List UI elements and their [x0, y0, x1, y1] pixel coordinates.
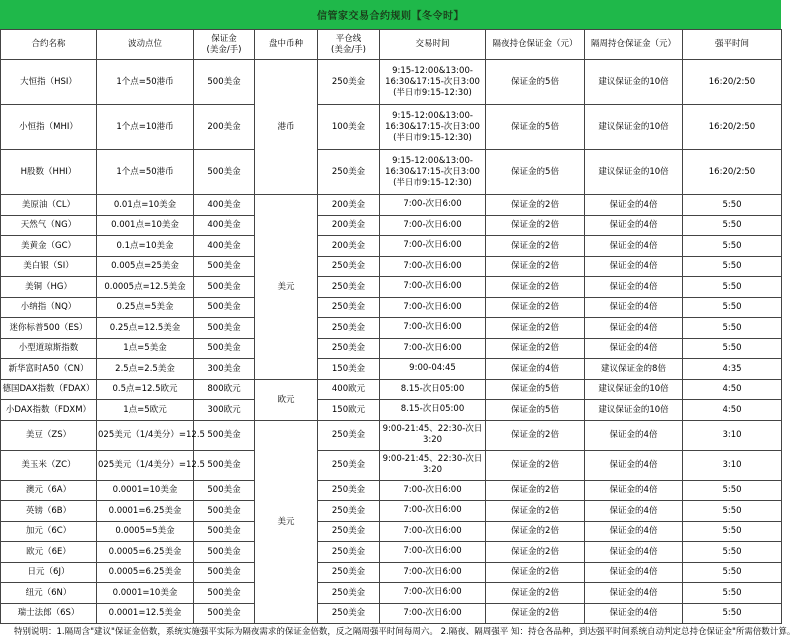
weekend-margin-cell: 保证金的4倍: [585, 277, 683, 298]
trading-hours-line: 7:00-次日6:00: [403, 322, 462, 333]
tick-value-cell: 0.01点=10美金: [97, 195, 194, 216]
forced-close-cell: 16:20/2:50: [683, 60, 782, 105]
liquidation-cell: 200美金: [318, 195, 380, 216]
liquidation-cell: 250美金: [318, 150, 380, 195]
header-cell: 隔夜持仓保证金（元）: [486, 30, 585, 60]
trading-hours-cell: [380, 521, 486, 542]
tick-value-cell: 0.5点=12.5欧元: [97, 379, 194, 400]
trading-hours-line: 3:20: [422, 435, 443, 445]
header-cell: 保证金 (美金/手): [194, 30, 255, 60]
table-row: [1, 195, 782, 216]
table-row: [1, 521, 782, 542]
liquidation-cell: 150美金: [318, 359, 380, 380]
table-row: [1, 480, 782, 501]
trading-hours-cell: [380, 297, 486, 318]
trading-hours-cell: [380, 318, 486, 339]
trading-hours-cell: [380, 562, 486, 583]
tick-value-cell: 025美元（1/4美分）=12.5: [97, 450, 194, 480]
margin-cell: 800欧元: [194, 379, 255, 400]
contract-name-cell: 瑞士法郎（6S）: [1, 603, 97, 624]
margin-cell: 500美金: [194, 521, 255, 542]
liquidation-cell: 250美金: [318, 60, 380, 105]
liquidation-cell: 150欧元: [318, 400, 380, 421]
header-cell: 强平时间: [683, 30, 782, 60]
forced-close-cell: 4:35: [683, 359, 782, 380]
forced-close-cell: 5:50: [683, 338, 782, 359]
contract-rules-table: [0, 29, 782, 624]
contract-name-cell: 英镑（6B）: [1, 501, 97, 522]
margin-cell: 500美金: [194, 277, 255, 298]
contract-name-cell: 美白银（SI）: [1, 256, 97, 277]
liquidation-cell: 250美金: [318, 297, 380, 318]
liquidation-cell: 200美金: [318, 236, 380, 257]
trading-hours-line: 7:00-次日6:00: [403, 301, 462, 312]
tick-value-cell: 0.0001=12.5美金: [97, 603, 194, 624]
tick-value-cell: 1点=5欧元: [97, 400, 194, 421]
overnight-margin-cell: 保证金的2倍: [486, 236, 585, 257]
tick-value-cell: 1点=5美金: [97, 338, 194, 359]
forced-close-cell: 5:50: [683, 277, 782, 298]
header-cell: 合约名称: [1, 30, 97, 60]
overnight-margin-cell: 保证金的2倍: [486, 562, 585, 583]
forced-close-cell: 5:50: [683, 521, 782, 542]
overnight-margin-cell: 保证金的2倍: [486, 297, 585, 318]
forced-close-cell: 5:50: [683, 562, 782, 583]
trading-hours-cell: [380, 542, 486, 563]
weekend-margin-cell: 保证金的4倍: [585, 480, 683, 501]
trading-hours-line: (半日市9:15-12:30): [393, 177, 472, 188]
tick-value-cell: 0.0001=6.25美金: [97, 501, 194, 522]
liquidation-cell: 250美金: [318, 450, 380, 480]
header-cell: 波动点位: [97, 30, 194, 60]
header-cell: 平仓线 (美金/手): [318, 30, 380, 60]
margin-cell: 500美金: [194, 338, 255, 359]
weekend-margin-cell: 建议保证金的10倍: [585, 105, 683, 150]
trading-hours-line: 7:00-次日6:00: [403, 546, 462, 557]
overnight-margin-cell: 保证金的5倍: [486, 379, 585, 400]
overnight-margin-cell: 保证金的2倍: [486, 521, 585, 542]
header-cell: 隔周持仓保证金（元）: [585, 30, 683, 60]
forced-close-cell: 5:50: [683, 603, 782, 624]
margin-cell: 500美金: [194, 542, 255, 563]
trading-hours-line: 7:00-次日6:00: [403, 281, 462, 292]
trading-hours-line: 3:20: [422, 465, 443, 475]
liquidation-cell: 250美金: [318, 521, 380, 542]
trading-hours-cell: [380, 195, 486, 216]
header-cell: 交易时间: [380, 30, 486, 60]
table-row: [1, 450, 782, 480]
forced-close-cell: 5:50: [683, 318, 782, 339]
tick-value-cell: 0.25点=5美金: [97, 297, 194, 318]
forced-close-cell: 5:50: [683, 501, 782, 522]
weekend-margin-cell: 保证金的4倍: [585, 256, 683, 277]
table-row: [1, 297, 782, 318]
trading-hours-line: (半日市9:15-12:30): [393, 132, 472, 143]
contract-name-cell: 天然气（NG）: [1, 215, 97, 236]
overnight-margin-cell: 保证金的2倍: [486, 215, 585, 236]
weekend-margin-cell: 建议保证金的10倍: [585, 379, 683, 400]
contract-name-cell: 小DAX指数（FDXM）: [1, 400, 97, 421]
table-row: [1, 359, 782, 380]
trading-hours-cell: [380, 501, 486, 522]
table-row: [1, 583, 782, 604]
trading-hours-line: 7:00-次日6:00: [403, 525, 462, 536]
margin-cell: 500美金: [194, 318, 255, 339]
tick-value-cell: 0.001点=10美金: [97, 215, 194, 236]
forced-close-cell: 16:20/2:50: [683, 105, 782, 150]
overnight-margin-cell: 保证金的5倍: [486, 60, 585, 105]
trading-hours-line: 8.15-次日05:00: [400, 404, 465, 415]
tick-value-cell: 0.0005=6.25美金: [97, 562, 194, 583]
forced-close-cell: 5:50: [683, 195, 782, 216]
weekend-margin-cell: 建议保证金的10倍: [585, 60, 683, 105]
margin-cell: 300美金: [194, 359, 255, 380]
trading-hours-cell: [380, 215, 486, 236]
header-cell: 盘中币种: [255, 30, 318, 60]
tick-value-cell: 1个点=10港币: [97, 105, 194, 150]
margin-cell: 200美金: [194, 105, 255, 150]
trading-hours-line: 9:15-12:00&13:00-: [392, 155, 473, 166]
overnight-margin-cell: 保证金的2倍: [486, 277, 585, 298]
trading-hours-line: 9:15-12:00&13:00-: [392, 65, 473, 76]
liquidation-cell: 250美金: [318, 277, 380, 298]
forced-close-cell: 5:50: [683, 542, 782, 563]
trading-hours-cell: [380, 256, 486, 277]
margin-cell: 500美金: [194, 256, 255, 277]
weekend-margin-cell: 保证金的4倍: [585, 318, 683, 339]
trading-hours-line: 16:30&17:15-次日3:00: [385, 166, 480, 177]
liquidation-cell: 200美金: [318, 215, 380, 236]
margin-cell: 500美金: [194, 297, 255, 318]
trading-hours-line: (半日市9:15-12:30): [393, 87, 472, 98]
liquidation-cell: 250美金: [318, 256, 380, 277]
tick-value-cell: 025美元（1/4美分）=12.5: [97, 420, 194, 450]
liquidation-cell: 100美金: [318, 105, 380, 150]
overnight-margin-cell: 保证金的2倍: [486, 338, 585, 359]
table-row: [1, 105, 782, 150]
trading-hours-line: 7:00-次日6:00: [403, 607, 462, 618]
trading-hours-line: 9:00-04:45: [409, 363, 456, 374]
forced-close-cell: 5:50: [683, 256, 782, 277]
forced-close-cell: 4:50: [683, 379, 782, 400]
trading-hours-line: 7:00-次日6:00: [403, 587, 462, 598]
table-row: [1, 420, 782, 450]
weekend-margin-cell: 建议保证金的10倍: [585, 400, 683, 421]
tick-value-cell: 0.0005=6.25美金: [97, 542, 194, 563]
liquidation-cell: 400欧元: [318, 379, 380, 400]
table-row: [1, 318, 782, 339]
trading-hours-cell: [380, 150, 486, 195]
forced-close-cell: 5:50: [683, 215, 782, 236]
margin-cell: 500美金: [194, 420, 255, 450]
overnight-margin-cell: 保证金的2倍: [486, 501, 585, 522]
liquidation-cell: 250美金: [318, 562, 380, 583]
overnight-margin-cell: 保证金的2倍: [486, 583, 585, 604]
table-row: [1, 150, 782, 195]
footer-note: 特别说明：1.隔周含"建议"保证金倍数，系统实施强平实际为隔夜需求的保证金倍数，反之隔周强平时间每周六。 2.隔夜、隔周强平 知：持仓各品种，到达强平时间系统自动判定总持仓保证金"所需倍数计算。: [14, 627, 795, 637]
sheet-title: 信管家交易合约规则【冬令时】: [0, 0, 781, 29]
margin-cell: 400美金: [194, 236, 255, 257]
trading-hours-cell: [380, 480, 486, 501]
contract-name-cell: 大恒指（HSI）: [1, 60, 97, 105]
contract-name-cell: 小型道琼斯指数: [1, 338, 97, 359]
contract-name-cell: 美豆（ZS）: [1, 420, 97, 450]
margin-cell: 500美金: [194, 501, 255, 522]
contract-name-cell: 美黄金（GC）: [1, 236, 97, 257]
table-row: [1, 60, 782, 105]
table-row: [1, 562, 782, 583]
tick-value-cell: 1个点=50港币: [97, 60, 194, 105]
margin-cell: 500美金: [194, 583, 255, 604]
trading-hours-cell: [380, 60, 486, 105]
forced-close-cell: 16:20/2:50: [683, 150, 782, 195]
table-row: [1, 338, 782, 359]
trading-hours-line: 7:00-次日6:00: [403, 199, 462, 210]
overnight-margin-cell: 保证金的5倍: [486, 400, 585, 421]
weekend-margin-cell: 保证金的4倍: [585, 215, 683, 236]
tick-value-cell: 0.0001=10美金: [97, 583, 194, 604]
table-row: [1, 379, 782, 400]
tick-value-cell: 0.1点=10美金: [97, 236, 194, 257]
forced-close-cell: 3:10: [683, 450, 782, 480]
liquidation-cell: 250美金: [318, 318, 380, 339]
liquidation-cell: 250美金: [318, 542, 380, 563]
trading-hours-line: 9:00-21:45、22:30-次日: [382, 454, 483, 464]
trading-hours-line: 7:00-次日6:00: [403, 342, 462, 353]
contract-name-cell: 纽元（6N）: [1, 583, 97, 604]
liquidation-cell: 250美金: [318, 603, 380, 624]
contract-name-cell: 德国DAX指数（FDAX）: [1, 379, 97, 400]
weekend-margin-cell: 建议保证金的10倍: [585, 150, 683, 195]
trading-hours-cell: [380, 450, 486, 480]
weekend-margin-cell: 保证金的4倍: [585, 338, 683, 359]
table-row: [1, 256, 782, 277]
currency-cell: 欧元: [255, 379, 318, 420]
weekend-margin-cell: 保证金的4倍: [585, 297, 683, 318]
tick-value-cell: 1个点=50港币: [97, 150, 194, 195]
overnight-margin-cell: 保证金的5倍: [486, 150, 585, 195]
weekend-margin-cell: 保证金的4倍: [585, 583, 683, 604]
trading-hours-line: 16:30&17:15-次日3:00: [385, 76, 480, 87]
weekend-margin-cell: 保证金的4倍: [585, 603, 683, 624]
tick-value-cell: 0.005点=25美金: [97, 256, 194, 277]
trading-hours-cell: [380, 277, 486, 298]
contract-name-cell: 新华富时A50（CN）: [1, 359, 97, 380]
trading-hours-cell: [380, 420, 486, 450]
overnight-margin-cell: 保证金的4倍: [486, 359, 585, 380]
contract-name-cell: 日元（6J）: [1, 562, 97, 583]
contract-name-cell: 美铜（HG）: [1, 277, 97, 298]
trading-hours-line: 7:00-次日6:00: [403, 260, 462, 271]
overnight-margin-cell: 保证金的2倍: [486, 542, 585, 563]
margin-cell: 500美金: [194, 450, 255, 480]
trading-hours-cell: [380, 400, 486, 421]
table-row: [1, 236, 782, 257]
contract-name-cell: 小纳指（NQ）: [1, 297, 97, 318]
contract-name-cell: 加元（6C）: [1, 521, 97, 542]
forced-close-cell: 5:50: [683, 297, 782, 318]
overnight-margin-cell: 保证金的2倍: [486, 195, 585, 216]
weekend-margin-cell: 保证金的4倍: [585, 542, 683, 563]
trading-hours-cell: [380, 236, 486, 257]
tick-value-cell: 2.5点=2.5美金: [97, 359, 194, 380]
currency-cell: 美元: [255, 420, 318, 624]
weekend-margin-cell: 保证金的4倍: [585, 562, 683, 583]
table-row: [1, 277, 782, 298]
trading-hours-line: 7:00-次日6:00: [403, 219, 462, 230]
forced-close-cell: 4:50: [683, 400, 782, 421]
weekend-margin-cell: 建议保证金的8倍: [585, 359, 683, 380]
margin-cell: 500美金: [194, 480, 255, 501]
trading-hours-line: 9:15-12:00&13:00-: [392, 110, 473, 121]
table-row: [1, 215, 782, 236]
weekend-margin-cell: 保证金的4倍: [585, 195, 683, 216]
trading-hours-line: 7:00-次日6:00: [403, 240, 462, 251]
trading-hours-cell: [380, 105, 486, 150]
table-body: [1, 60, 782, 624]
contract-name-cell: 欧元（6E）: [1, 542, 97, 563]
margin-cell: 500美金: [194, 562, 255, 583]
forced-close-cell: 5:50: [683, 480, 782, 501]
trading-hours-line: 7:00-次日6:00: [403, 484, 462, 495]
contract-name-cell: 美玉米（ZC）: [1, 450, 97, 480]
contract-name-cell: 小恒指（MHI）: [1, 105, 97, 150]
overnight-margin-cell: 保证金的2倍: [486, 420, 585, 450]
table-row: [1, 501, 782, 522]
margin-cell: 400美金: [194, 195, 255, 216]
margin-cell: 500美金: [194, 603, 255, 624]
tick-value-cell: 0.0005点=12.5美金: [97, 277, 194, 298]
tick-value-cell: 0.0001=10美金: [97, 480, 194, 501]
header-row: [1, 30, 782, 60]
trading-hours-cell: [380, 338, 486, 359]
trading-hours-line: 8.15-次日05:00: [400, 383, 465, 394]
contract-name-cell: H股数（HHI）: [1, 150, 97, 195]
trading-hours-line: 7:00-次日6:00: [403, 566, 462, 577]
weekend-margin-cell: 保证金的4倍: [585, 501, 683, 522]
margin-cell: 500美金: [194, 60, 255, 105]
table-row: [1, 542, 782, 563]
forced-close-cell: 5:50: [683, 236, 782, 257]
trading-hours-cell: [380, 379, 486, 400]
liquidation-cell: 250美金: [318, 420, 380, 450]
tick-value-cell: 0.25点=12.5美金: [97, 318, 194, 339]
liquidation-cell: 250美金: [318, 501, 380, 522]
overnight-margin-cell: 保证金的2倍: [486, 256, 585, 277]
currency-cell: 港币: [255, 60, 318, 195]
trading-hours-line: 7:00-次日6:00: [403, 505, 462, 516]
weekend-margin-cell: 保证金的4倍: [585, 420, 683, 450]
overnight-margin-cell: 保证金的2倍: [486, 318, 585, 339]
margin-cell: 300欧元: [194, 400, 255, 421]
overnight-margin-cell: 保证金的5倍: [486, 105, 585, 150]
weekend-margin-cell: 保证金的4倍: [585, 236, 683, 257]
trading-hours-cell: [380, 583, 486, 604]
weekend-margin-cell: 保证金的4倍: [585, 521, 683, 542]
liquidation-cell: 250美金: [318, 338, 380, 359]
tick-value-cell: 0.0005=5美金: [97, 521, 194, 542]
forced-close-cell: 3:10: [683, 420, 782, 450]
liquidation-cell: 250美金: [318, 583, 380, 604]
overnight-margin-cell: 保证金的2倍: [486, 480, 585, 501]
margin-cell: 500美金: [194, 150, 255, 195]
trading-hours-cell: [380, 359, 486, 380]
overnight-margin-cell: 保证金的2倍: [486, 450, 585, 480]
overnight-margin-cell: 保证金的2倍: [486, 603, 585, 624]
table-row: [1, 400, 782, 421]
currency-cell: 美元: [255, 195, 318, 380]
margin-cell: 400美金: [194, 215, 255, 236]
contract-name-cell: 澳元（6A）: [1, 480, 97, 501]
forced-close-cell: 5:50: [683, 583, 782, 604]
contract-name-cell: 美原油（CL）: [1, 195, 97, 216]
trading-hours-line: 9:00-21:45、22:30-次日: [382, 424, 483, 434]
weekend-margin-cell: 保证金的4倍: [585, 450, 683, 480]
liquidation-cell: 250美金: [318, 480, 380, 501]
trading-hours-line: 16:30&17:15-次日3:00: [385, 121, 480, 132]
contract-name-cell: 迷你标普500（ES）: [1, 318, 97, 339]
